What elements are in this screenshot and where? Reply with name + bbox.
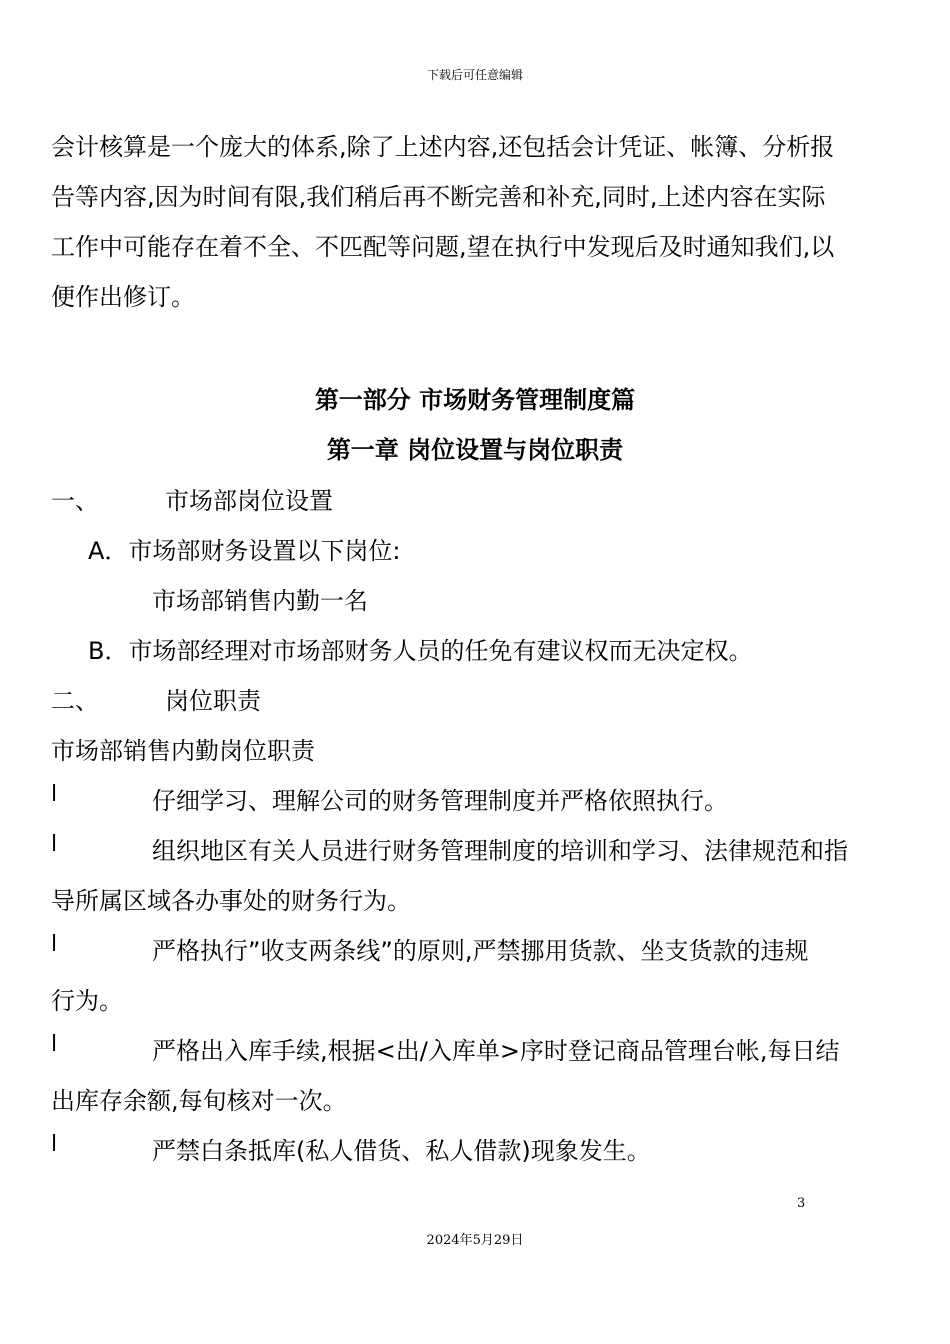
- header-note: 下载后可任意编辑: [426, 68, 523, 82]
- bullet-text: 严格出入库手续,根据<出/入库单>序时登记商品管理台帐,每日结: [152, 1037, 840, 1065]
- intro-line: 便作出修订。: [51, 283, 195, 311]
- section1-number: 一、: [51, 487, 99, 515]
- section2-heading: 岗位职责: [165, 687, 261, 715]
- bullet-continuation: 行为。: [51, 987, 123, 1015]
- intro-line: 工作中可能存在着不全、不匹配等问题,望在执行中发现后及时通知我们,以: [51, 233, 835, 261]
- intro-paragraph: [51, 122, 901, 322]
- intro-line: 告等内容,因为时间有限,我们稍后再不断完善和补充,同时,上述内容在实际: [51, 183, 826, 211]
- bullet-marker: l: [51, 932, 58, 957]
- page-number: 3: [797, 1196, 806, 1211]
- part-title: 第一部分 市场财务管理制度篇: [314, 386, 636, 414]
- bullet-continuation: 导所属区域各办事处的财务行为。: [51, 887, 411, 915]
- footer-date: 2024年5月29日: [426, 1233, 524, 1248]
- bullet-text: 严格执行”收支两条线”的原则,严禁挪用货款、坐支货款的违规: [152, 937, 809, 965]
- bullet-marker: l: [51, 1032, 58, 1057]
- section1-item-a-sub: 市场部销售内勤一名: [152, 587, 368, 615]
- bullet-marker: l: [51, 782, 58, 807]
- chapter-title: 第一章 岗位设置与岗位职责: [326, 436, 624, 464]
- section2-number: 二、: [51, 687, 99, 715]
- intro-line: 会计核算是一个庞大的体系,除了上述内容,还包括会计凭证、帐簿、分析报: [51, 133, 835, 161]
- bullet-marker: l: [51, 1132, 58, 1157]
- section1-item-b: B．市场部经理对市场部财务人员的任免有建议权而无决定权。: [88, 637, 753, 665]
- section2-subheading: 市场部销售内勤岗位职责: [51, 737, 315, 765]
- bullet-marker: l: [51, 832, 58, 857]
- section1-item-a: A．市场部财务设置以下岗位:: [88, 537, 401, 565]
- section1-heading: 市场部岗位设置: [165, 487, 333, 515]
- bullet-continuation: 出库存余额,每旬核对一次。: [51, 1087, 347, 1115]
- bullet-text: 严禁白条抵库(私人借货、私人借款)现象发生。: [152, 1137, 651, 1165]
- bullet-text: 仔细学习、理解公司的财务管理制度并严格依照执行。: [152, 787, 728, 815]
- bullet-text: 组织地区有关人员进行财务管理制度的培训和学习、法律规范和指: [152, 837, 848, 865]
